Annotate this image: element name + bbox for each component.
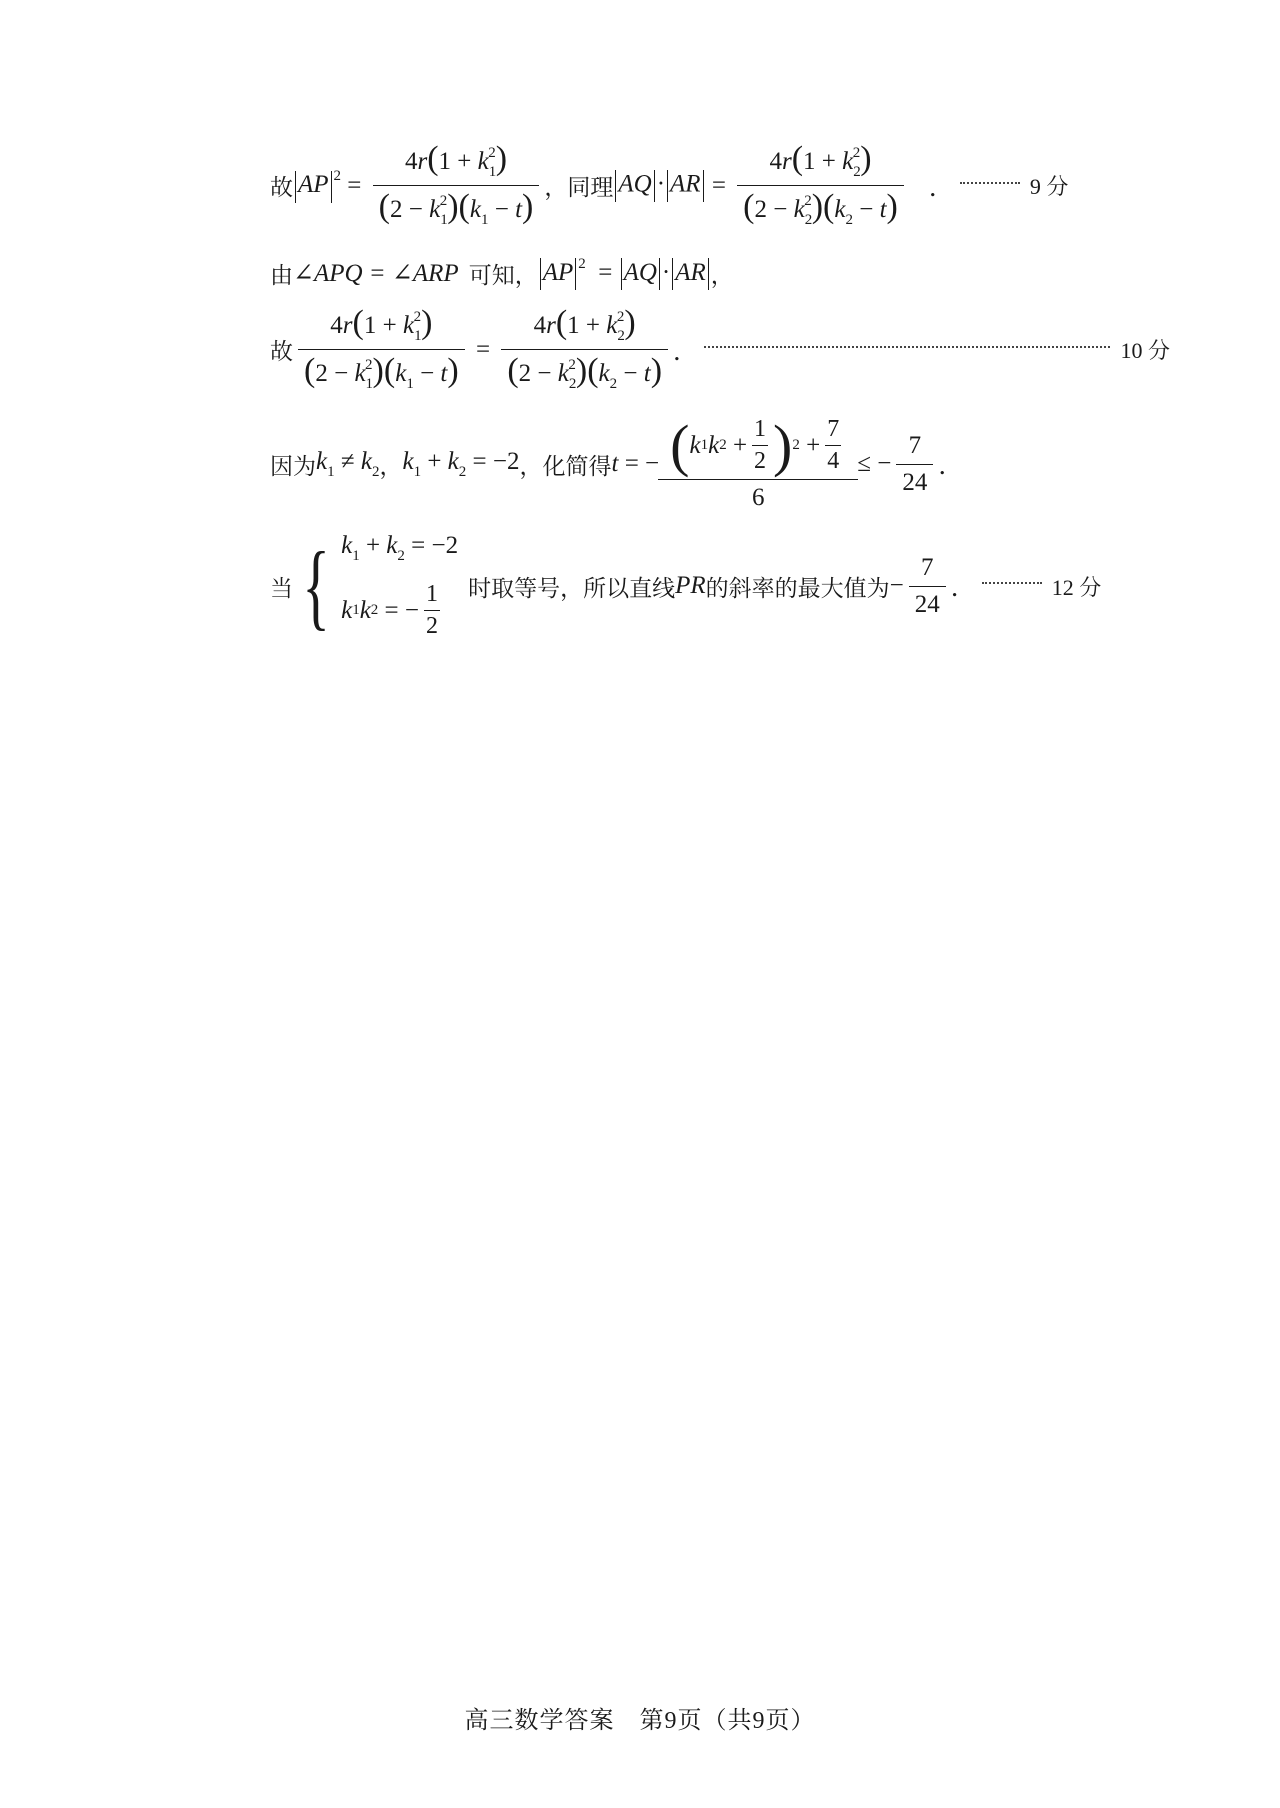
ap-squared-fraction: $\frac{4r(1 + k_1^2)}{(2 - k_1^2)(k_1 - t)}$ [373, 142, 540, 229]
step-9-line: 故 AP $^2$ = $\frac{4r(1 + k_1^2)}{(2 - k_1^2)(k_1 - t)}$ ，同理 AQ · AR = $\frac{4r(1 + k_2^2)}{(2 - k_2^2)(k_2 - t)}$ ． 9 分 [270, 140, 1069, 228]
step-9-dots [960, 182, 1020, 184]
max-slope-fraction: $\frac{7}{24}$ [909, 554, 946, 619]
step-10-right-fraction: $\frac{4r(1 + k_2^2)}{(2 - k_2^2)(k_2 - t)}$ [501, 306, 668, 393]
t-bound-fraction: $\frac{7}{24}$ [896, 432, 933, 497]
step-12-period: ． [950, 575, 976, 602]
angle-line [270, 256, 1170, 290]
step-9-comma-word: ，同理 [544, 175, 614, 200]
step-12-conclusion: 时取等号，所以直线 [468, 575, 676, 601]
angle-lead: 由 [270, 262, 293, 288]
line-pr-label: PR [675, 572, 706, 599]
step-12-dots [982, 582, 1042, 584]
case-sum: $k_1 + k_2 = -2$ [341, 532, 459, 564]
step-9-score: 9 分 [1029, 174, 1069, 199]
page-footer: 高三数学答案 第9页（共9页） [464, 1708, 816, 1734]
step-12-score: 12 分 [1051, 574, 1102, 600]
ap-aq-ar-relation: AP $^2$ = AQ · AR [538, 256, 711, 290]
angle-expression: ∠APQ = ∠ARP [293, 260, 459, 288]
simplify-line: 因为 $k_1 \ne k_2$ ， $k_1 + k_2 = -2$ ，化简得 t = − ( k 1 k 2 + $\frac{1}{2}$ ) 2 + $\frac{7}{4}$ 6 ≤ − $\frac{7}{24}$ ． [270, 412, 964, 511]
step-12-lead: 当 [270, 575, 293, 601]
step-10-period: ． [673, 338, 699, 366]
k-not-equal: $k_1 \ne k_2$ [316, 447, 380, 480]
step-9-lead: 故 [270, 175, 293, 200]
simplify-end: ． [938, 453, 964, 480]
step-10-line: 故 $\frac{4r(1 + k_1^2)}{(2 - k_1^2)(k_1 - t)}$ = $\frac{4r(1 + k_2^2)}{(2 - k_2^2)(k_2 - t)}$ ． 10 分 [270, 304, 1170, 392]
step-10-score: 10 分 [1120, 338, 1170, 363]
simplify-comma1: ， [379, 453, 403, 479]
k-sum: $k_1 + k_2 = -2$ [402, 447, 520, 480]
case-product: k 1 k 2 = − $\frac{1}{2}$ [341, 581, 438, 639]
ap-squared: AP $^2$ [293, 168, 341, 202]
aq-ar-product: AQ · AR [613, 170, 705, 202]
step-12-conclusion2: 的斜率的最大值为 [705, 575, 890, 601]
aq-ar-fraction: $\frac{4r(1 + k_2^2)}{(2 - k_2^2)(k_2 - t)}$ [737, 142, 904, 229]
simplify-lead: 因为 [270, 453, 316, 479]
step-9-period: ． [928, 174, 954, 202]
step-12-line: 当 { $k_1 + k_2 = -2$ k 1 k 2 = − $\frac{1}{2}$ 时取等号，所以直线 PR 的斜率的最大值为 − $\frac{7}{24}$ ． 12 分 [270, 532, 1102, 639]
equality-cases: { $k_1 + k_2 = -2$ k 1 k 2 = − $\frac{1}{2}$ [302, 532, 459, 639]
step-10-lead: 故 [270, 339, 293, 364]
step-10-left-fraction: $\frac{4r(1 + k_1^2)}{(2 - k_1^2)(k_1 - t)}$ [298, 306, 465, 393]
angle-mid: 可知， [468, 262, 538, 288]
simplify-comma2: ，化简得 [519, 453, 612, 479]
angle-end: ， [710, 262, 734, 288]
t-variable: t [611, 450, 619, 477]
step-10-dots [704, 346, 1110, 348]
t-expression-fraction: ( k 1 k 2 + $\frac{1}{2}$ ) 2 + $\frac{7}{4}$ 6 [664, 416, 852, 512]
